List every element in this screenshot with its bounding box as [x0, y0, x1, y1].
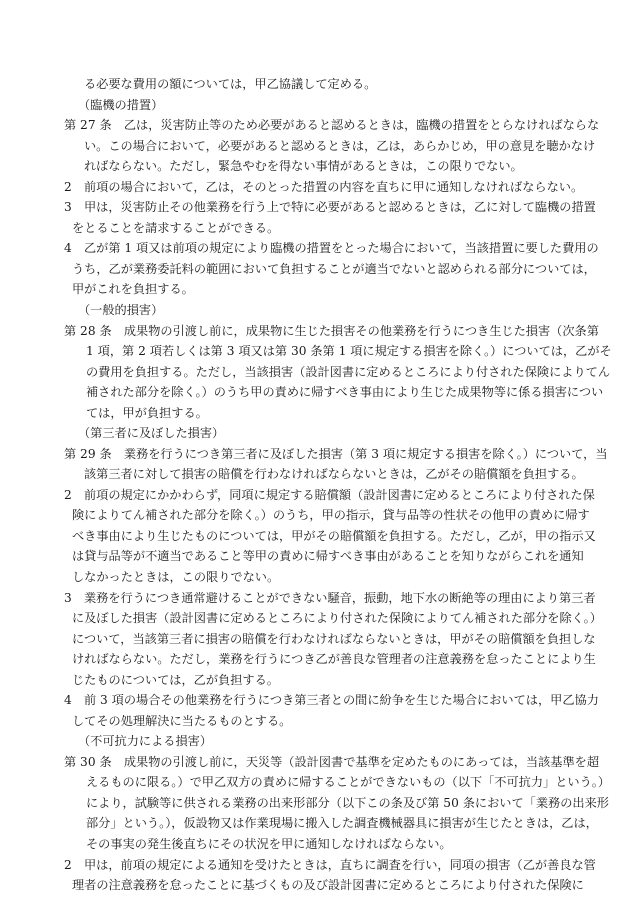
text-line: じたものについては，乙が負担する。: [72, 672, 279, 687]
article-line: 第 30 条 成果物の引渡し前に，天災等（設計図書で基準を定めたものにあっては，当該基準を超: [64, 754, 600, 769]
text-line: べき事由により生じたものについては，甲がその賠償額を負担する。ただし，乙が，甲の指示又: [72, 528, 596, 543]
section-heading: （不可抗力による損害）: [78, 734, 213, 749]
text-line: その事実の発生後直ちにその状況を甲に通知しなければならない。: [86, 836, 452, 851]
text-line: ては，甲が負担する。: [86, 405, 208, 420]
text-line: 部分」という。），仮設物又は作業現場に搬入した調査機械器具に損害が生じたときは，乙は，: [86, 816, 598, 831]
article-line: 第 28 条 成果物の引渡し前に，成果物に生じた損害その他業務を行うにつき生じた損害（次条第: [64, 323, 599, 338]
text-line: してその処理解決に当たるものとする。: [72, 713, 292, 728]
text-line: 1 項，第 2 項若しくは第 3 項又は第 30 条第 1 項に規定する損害を除く。）については，乙がそ: [86, 344, 612, 358]
text-line: い。この場合において，必要があると認めるときは，乙は，あらかじめ，甲の意見を聴かなけ: [84, 138, 596, 153]
paragraph-line: 2 前項の場合において，乙は，そのとった措置の内容を直ちに甲に通知しなければならない。: [64, 179, 584, 194]
paragraph-line: 4 前 3 項の場合その他業務を行うにつき第三者との間に紛争を生じた場合においては，甲乙協力: [64, 693, 599, 708]
paragraph-line: 2 甲は，前項の規定による通知を受けたときは，直ちに調査を行い，同項の損害（乙が善良な管: [64, 857, 596, 872]
text-line: をとることを請求することができる。: [72, 220, 280, 235]
section-heading: （第三者に及ぼした損害）: [78, 426, 225, 441]
text-line: について，当該第三者に損害の賠償を行わなければならないときは，甲がその賠償額を負担しな: [72, 631, 596, 646]
text-line: うち，乙が業務委託料の範囲において負担することが適当でないと認められる部分については，: [72, 261, 596, 276]
text-line: る必要な費用の額については，甲乙協議して定める。: [84, 77, 377, 91]
text-line: 険によりてん補された部分を除く。）のうち，甲の指示，貸与品等の性状その他甲の責めに帰す: [72, 508, 590, 523]
text-line: 該第三者に対して損害の賠償を行わなければならないときは，乙がその賠償額を負担する。: [84, 467, 584, 482]
paragraph-line: 3 甲は，災害防止その他業務を行う上で特に必要があると認めるときは，乙に対して臨機の措置: [64, 200, 596, 215]
text-line: 理者の注意義務を怠ったことに基づくもの及び設計図書に定めるところにより付された保険に: [72, 878, 584, 892]
text-line: は貸与品等が不適当であること等甲の責めに帰すべき事由があることを知りながらこれを通知: [72, 549, 584, 564]
section-heading: （一般的損害）: [78, 302, 164, 317]
text-line: ければならない。ただし，業務を行うにつき乙が善良な管理者の注意義務を怠ったことにより生: [72, 652, 596, 667]
text-line: えるものに限る。）で甲乙双方の責めに帰することができないもの（以下「不可抗力」という。）: [86, 775, 611, 790]
paragraph-line: 2 前項の規定にかかわらず，同項に規定する賠償額（設計図書に定めるところにより付された保: [64, 487, 595, 502]
paragraph-line: 4 乙が第 1 項又は前項の規定により臨機の措置をとった場合において，当該措置に要した費用の: [64, 241, 599, 256]
text-line: ればならない。ただし，緊急やむを得ない事情があるときは，この限りでない。: [84, 159, 523, 174]
paragraph-line: 3 業務を行うにつき通常避けることができない騒音，振動，地下水の断絶等の理由により第三者: [64, 590, 596, 605]
article-line: 第 27 条 乙は，災害防止等のため必要があると認めるときは，臨機の措置をとらなければならな: [64, 118, 600, 133]
article-line: 第 29 条 業務を行うにつき第三者に及ぼした損害（第 3 項に規定する損害を除く。）について，当: [64, 446, 608, 461]
text-line: しなかったときは，この限りでない。: [72, 569, 280, 584]
text-line: 補された部分を除く。）のうち甲の責めに帰すべき事由により生じた成果物等に係る損害につい: [86, 385, 604, 400]
section-heading: （臨機の措置）: [78, 97, 164, 112]
text-line: 甲がこれを負担する。: [72, 282, 194, 297]
text-line: に及ぼした損害（設計図書に定めるところにより付された保険によりてん補された部分を除く。）: [72, 611, 602, 625]
text-line: の費用を負担する。ただし，当該損害（設計図書に定めるところにより付された保険によりてん: [86, 364, 611, 379]
text-line: により，試験等に供される業務の出来形部分（以下この条及び第 50 条において「業務の出来形: [86, 795, 609, 810]
